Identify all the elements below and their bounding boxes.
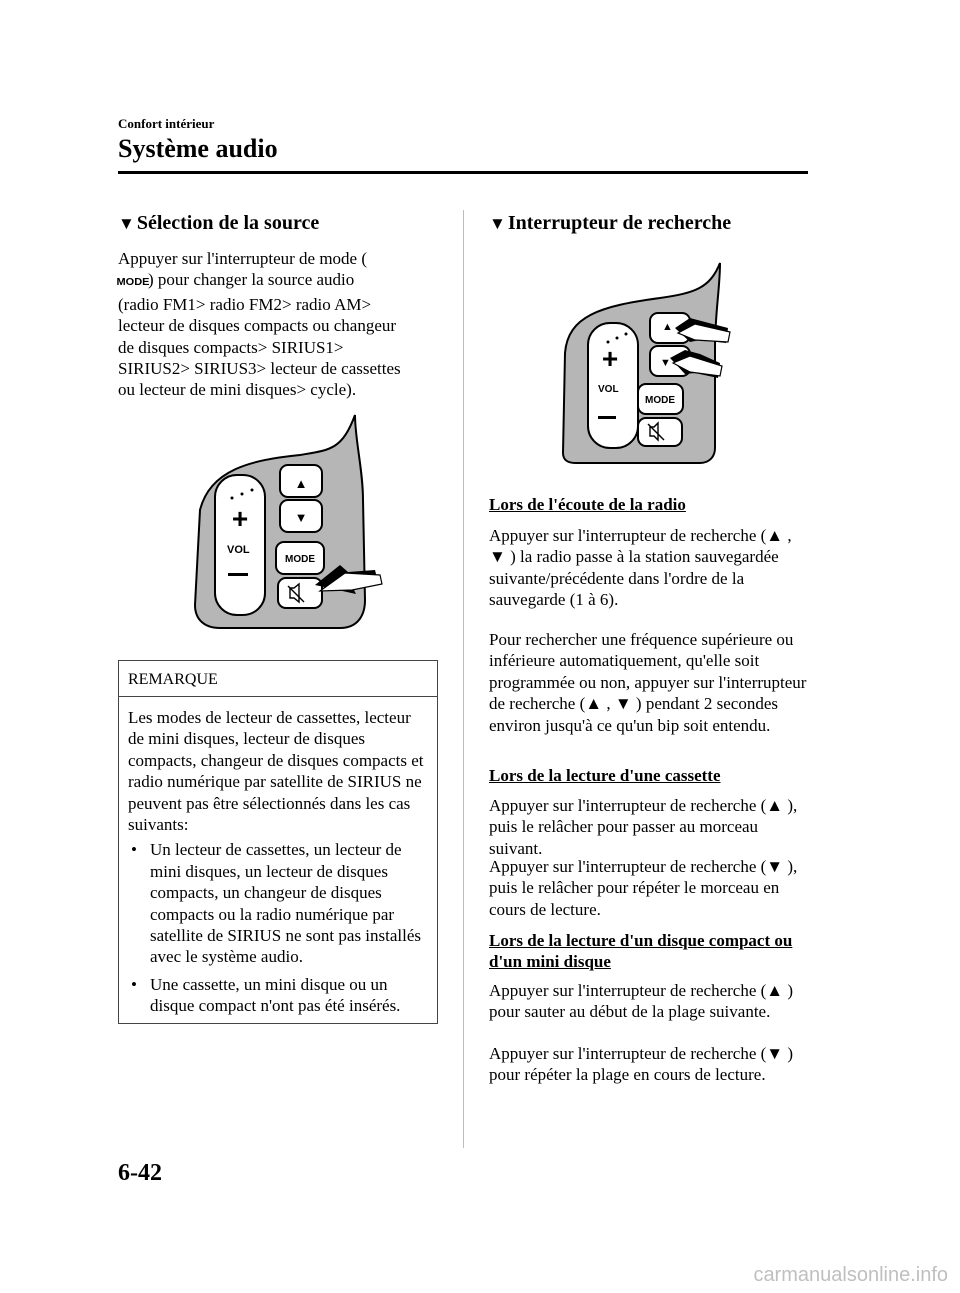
cassette-paragraph-2: Appuyer sur l'interrupteur de recherche (▼ ), puis le relâcher pour répéter le morceau en cours de lecture.	[489, 857, 798, 919]
page-title: Système audio	[118, 134, 278, 163]
watermark: carmanualsonline.info	[753, 1264, 948, 1286]
section-triangle-icon: ▼	[118, 214, 135, 233]
note-body: Les modes de lecteur de cassettes, lecteur de mini disques, lecteur de disques compacts, changeur de disques compacts et radio numérique par satellite de SIRIUS ne peuvent pas être sélectionnés dans les cas suivants: • Un lecteur de cassettes, un lecteur de mini disques, un lecteur de disques compacts, un changeur de disques compacts ou la radio numérique par satellite de SIRIUS ne sont pas installés avec le système audio. • Une cassette, un mini disque ou un disque compact n'ont pas été insérés.	[119, 697, 437, 1017]
section-label: Confort intérieur	[118, 116, 215, 131]
list-item: • Une cassette, un mini disque ou un disque compact n'ont pas été insérés.	[131, 974, 401, 1016]
vol-minus-icon	[228, 573, 248, 576]
mute-button	[638, 418, 682, 446]
source-section-title: ▼ Sélection de la source	[118, 212, 320, 234]
cd-paragraph: Appuyer sur l'interrupteur de recherche (▲ ) pour sauter au début de la plage suivante.	[489, 981, 794, 1022]
down-arrow-icon: ▼	[660, 357, 671, 369]
note-box	[118, 660, 438, 1024]
steering-switch-figure-search	[560, 258, 755, 468]
radio-heading: Lors de l'écoute de la radio	[489, 495, 686, 514]
mode-icon: MODE	[116, 277, 150, 289]
steering-switch-figure-mode	[180, 410, 430, 635]
mode-label: MODE	[645, 395, 675, 406]
source-paragraph: Appuyer sur l'interrupteur de mode ( MODE) pour changer la source audio (radio FM1> radio FM2> radio AM> lecteur de disques compacts ou changeur de disques compacts> SIRIUS1> SIRIUS2> SIRIUS3> lecteur de cassettes ou lecteur de mini disques> cycle).	[116, 249, 401, 400]
page-number: 6-42	[118, 1160, 162, 1186]
vol-label: VOL	[227, 544, 250, 556]
vol-label: VOL	[598, 384, 619, 395]
bullet-icon: •	[131, 974, 137, 994]
cd-paragraph-2: Appuyer sur l'interrupteur de recherche (▼ ) pour répéter la plage en cours de lecture.	[489, 1044, 794, 1085]
header-rule	[118, 171, 808, 174]
section-triangle-icon: ▼	[489, 214, 506, 233]
cassette-paragraph: Appuyer sur l'interrupteur de recherche (▲ ), puis le relâcher pour passer au morceau suivant.	[489, 796, 798, 858]
cd-heading: Lors de la lecture d'un disque compact ou d'un mini disque	[489, 931, 793, 972]
down-arrow-icon: ▼	[294, 510, 308, 525]
vol-plus-icon: +	[231, 503, 249, 534]
cassette-heading: Lors de la lecture d'une cassette	[489, 766, 721, 785]
list-item: • Un lecteur de cassettes, un lecteur de mini disques, un lecteur de disques compacts, un changeur de disques compacts ou la radio numérique par satellite de SIRIUS ne sont pas installés avec le système audio.	[131, 840, 422, 967]
vol-minus-icon	[598, 416, 616, 419]
mode-label: MODE	[285, 554, 315, 565]
radio-paragraph-2: Pour rechercher une fréquence supérieure ou inférieure automatiquement, qu'elle soit programmée ou non, appuyer sur l'interrupteur de recherche (▲ , ▼ ) pendant 2 secondes environ jusqu'à ce qu'un bip soit entendu.	[489, 630, 807, 735]
bullet-icon: •	[131, 840, 137, 860]
up-arrow-icon: ▲	[662, 321, 673, 333]
vol-plus-icon: +	[601, 343, 619, 374]
radio-paragraph: Appuyer sur l'interrupteur de recherche (▲ , ▼ ) la radio passe à la station sauvegardée suivante/précédente dans l'ordre de la sauvegarde (1 à 6).	[489, 526, 792, 610]
note-heading: REMARQUE	[119, 661, 437, 697]
search-section-title: ▼ Interrupteur de recherche	[489, 212, 732, 234]
column-divider	[463, 210, 464, 1148]
note-list	[128, 839, 429, 1016]
mute-button	[278, 578, 322, 608]
up-arrow-icon: ▲	[294, 476, 308, 491]
